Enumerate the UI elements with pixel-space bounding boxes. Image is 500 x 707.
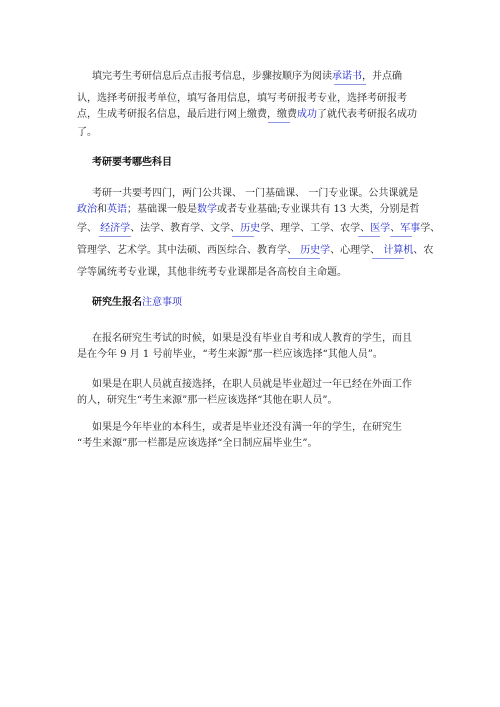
underline-lishi	[232, 236, 254, 237]
p1-line-4: 了。	[77, 127, 97, 138]
p4-line-1: 如果是在职人员就直接选择，在职人员就是毕业超过一年已经在外面工作	[92, 379, 412, 390]
link-lishixue[interactable]: 历史学	[300, 245, 331, 256]
underline-jisuanji	[372, 258, 404, 259]
link-chenggong[interactable]: 成功	[297, 109, 317, 120]
link-jingjixue[interactable]: 经济学	[100, 223, 131, 234]
underline-lishixue	[288, 258, 320, 259]
p4-line-2: 的人，研究生“考生来源”那一栏应该选择“其他在职人员”。	[77, 395, 338, 406]
p2-line-4: 管理学、艺术学。其中法硕、西医综合、教育学、 历史学、心理学、 计算机、农	[77, 245, 434, 256]
link-jisuanji[interactable]: 计算机	[383, 245, 414, 256]
link-shuxue[interactable]: 数学	[197, 204, 217, 215]
p2-line-2: 政治和英语；基础课一般是数学或者专业基础;专业课共有 13 大类，分别是哲	[77, 204, 420, 215]
p2-line-1: 考研一共要考四门，两门公共课、 一门基础课、 一门专业课。公共课就是	[92, 188, 419, 199]
p5-line-1: 如果是今年毕业的本科生，或者是毕业还没有满一年的学生，在研究生	[92, 422, 402, 433]
link-junshi[interactable]: 军事	[400, 223, 421, 234]
underline-chenggong	[268, 122, 290, 123]
p5-line-2: “考生来源”那一栏都是应该选择“全日制应届毕业生”。	[77, 438, 318, 449]
underline-yixue	[358, 236, 380, 237]
link-zhuyishixiang[interactable]: 注意事项	[142, 297, 182, 308]
p2-line-5: 学等属统考专业课，其他非统考专业课都是各高校自主命题。	[77, 267, 347, 278]
p3-line-1: 在报名研究生考试的时候，如果是没有毕业自考和成人教育的学生，而且	[92, 333, 412, 344]
underline-chengnuoshu	[334, 84, 366, 85]
underline-junshi	[390, 236, 412, 237]
link-zhengzhi[interactable]: 政治	[77, 204, 97, 215]
section-heading-subjects: 考研要考哪些科目	[92, 157, 172, 168]
p2-line-3: 学、 经济学、法学、教育学、文学、历史学、理学、工学、农学、医学、军事学、	[77, 223, 441, 234]
p3-line-2: 是在今年 9 月 1 号前毕业，“考生来源”那一栏应该选择“其他人员”。	[77, 349, 383, 360]
p1-line-2: 认，选择考研报考单位，填写备用信息，填写考研报考专业，选择考研报考	[77, 93, 407, 104]
link-yixue[interactable]: 医学	[370, 223, 391, 234]
link-yingyu[interactable]: 英语	[107, 204, 127, 215]
p1-line-3: 点，生成考研报名信息，最后进行网上缴费，缴费成功了就代表考研报名成功	[77, 109, 417, 120]
link-lishi[interactable]: 历史	[240, 223, 261, 234]
link-chengnuoshu[interactable]: 承诺书	[332, 71, 362, 82]
section-heading-notes: 研究生报名注意事项	[92, 297, 182, 308]
p1-line-1: 填完考生考研信息后点击报考信息，步骤按顺序为阅读承诺书，并点确	[92, 71, 402, 82]
underline-jingjixue	[99, 236, 131, 237]
